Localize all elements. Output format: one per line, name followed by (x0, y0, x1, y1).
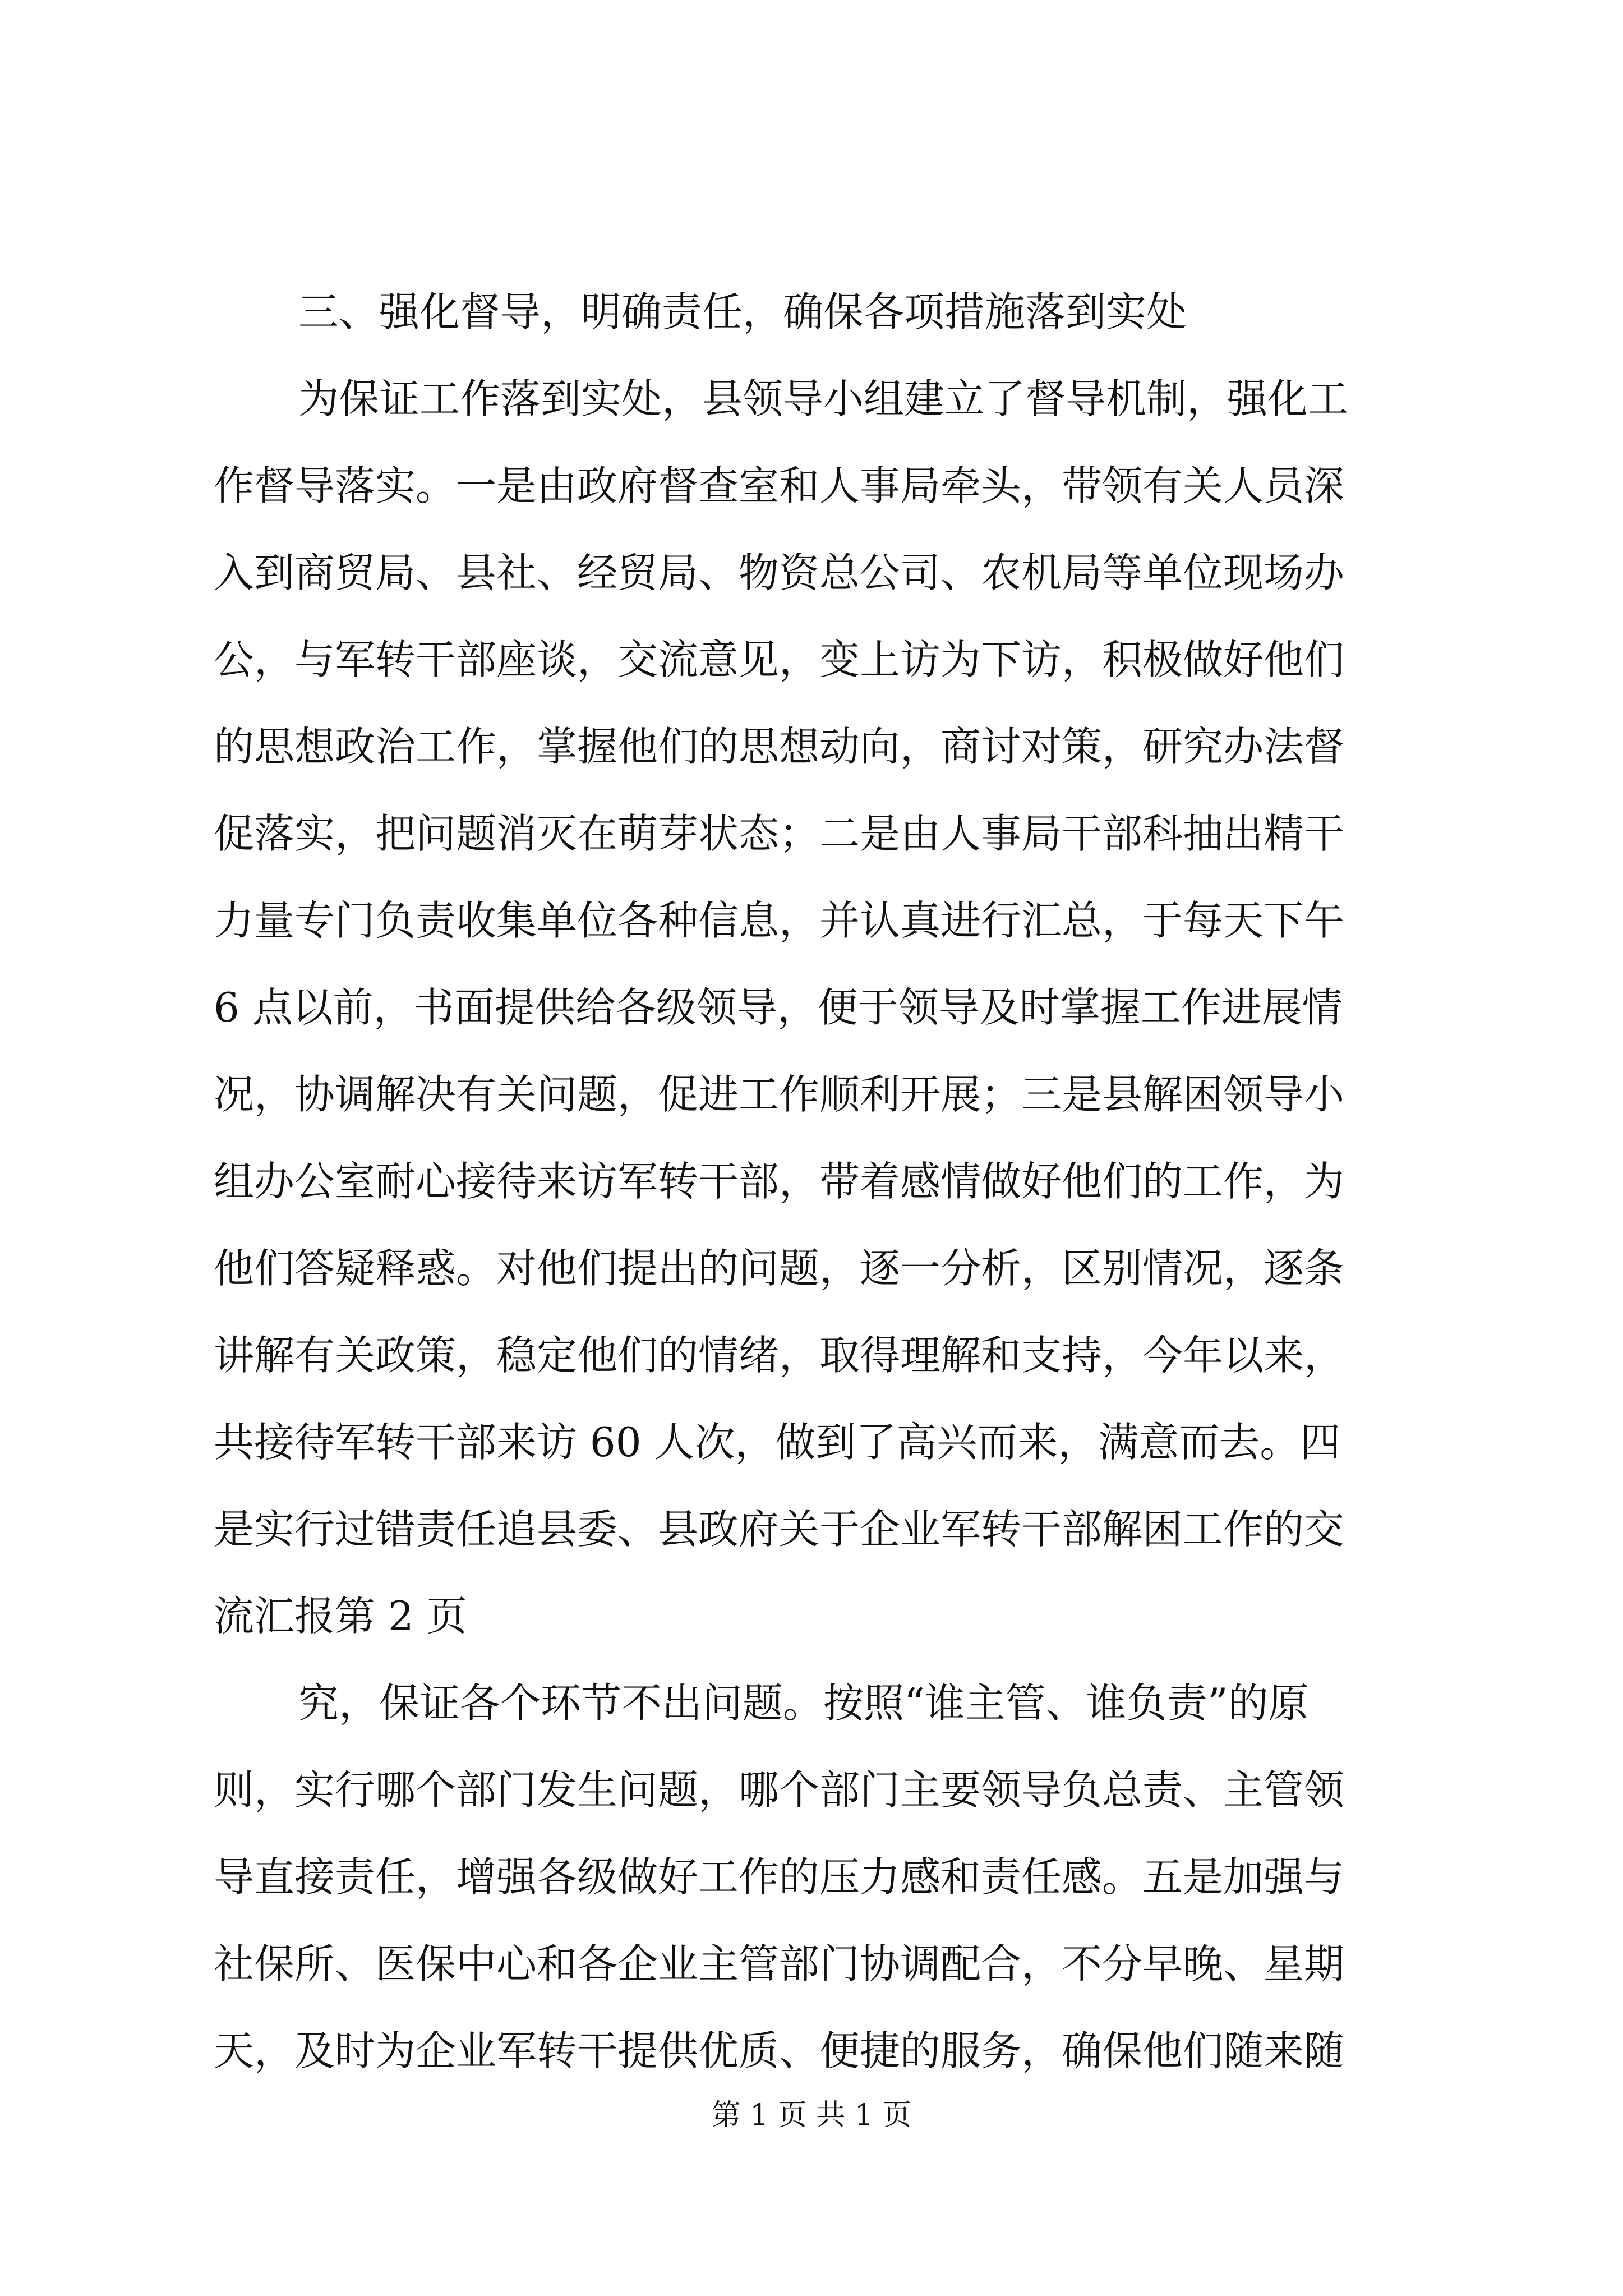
paragraph-line: 入到商贸局、县社、经贸局、物资总公司、农机局等单位现场办 (214, 549, 1345, 596)
paragraph-line: 流汇报第 2 页 (214, 1593, 467, 1640)
paragraph-line: 组办公室耐心接待来访军转干部，带着感情做好他们的工作，为 (214, 1158, 1345, 1205)
paragraph-line: 共接待军转干部来访 60 人次，做到了高兴而来，满意而去。四 (214, 1419, 1341, 1466)
paragraph-line: 公，与军转干部座谈，交流意见，变上访为下访，积极做好他们 (214, 636, 1345, 683)
page-footer: 第 1 页 共 1 页 (711, 2099, 912, 2132)
paragraph-line: 促落实，把问题消灭在萌芽状态；二是由人事局干部科抽出精干 (214, 810, 1345, 857)
paragraph-line: 导直接责任，增强各级做好工作的压力感和责任感。五是加强与 (214, 1853, 1345, 1901)
paragraph-line: 况，协调解决有关问题，促进工作顺利开展；三是县解困领导小 (214, 1071, 1345, 1118)
paragraph-line: 的思想政治工作，掌握他们的思想动向，商讨对策，研究办法督 (214, 723, 1345, 770)
paragraph-line: 讲解有关政策，稳定他们的情绪，取得理解和支持，今年以来， (214, 1332, 1345, 1379)
paragraph-line: 究，保证各个环节不出问题。按照“谁主管、谁负责”的原 (298, 1680, 1309, 1727)
paragraph-line: 天，及时为企业军转干提供优质、便捷的服务，确保他们随来随 (214, 2027, 1345, 2074)
paragraph-line: 6 点以前，书面提供给各级领导，便于领导及时掌握工作进展情 (214, 984, 1343, 1031)
paragraph-line: 是实行过错责任追县委、县政府关于企业军转干部解困工作的交 (214, 1506, 1345, 1553)
paragraph-line: 作督导落实。一是由政府督查室和人事局牵头，带领有关人员深 (214, 462, 1345, 509)
paragraph-line: 社保所、医保中心和各企业主管部门协调配合，不分早晚、星期 (214, 1940, 1345, 1987)
paragraph-line: 力量专门负责收集单位各种信息，并认真进行汇总，于每天下午 (214, 897, 1345, 944)
paragraph-line: 为保证工作落到实处，县领导小组建立了督导机制，强化工 (298, 375, 1349, 422)
section-heading: 三、强化督导，明确责任，确保各项措施落到实处 (298, 288, 1187, 335)
paragraph-line: 则，实行哪个部门发生问题，哪个部门主要领导负总责、主管领 (214, 1766, 1345, 1814)
paragraph-line: 他们答疑释惑。对他们提出的问题，逐一分析，区别情况，逐条 (214, 1245, 1345, 1292)
